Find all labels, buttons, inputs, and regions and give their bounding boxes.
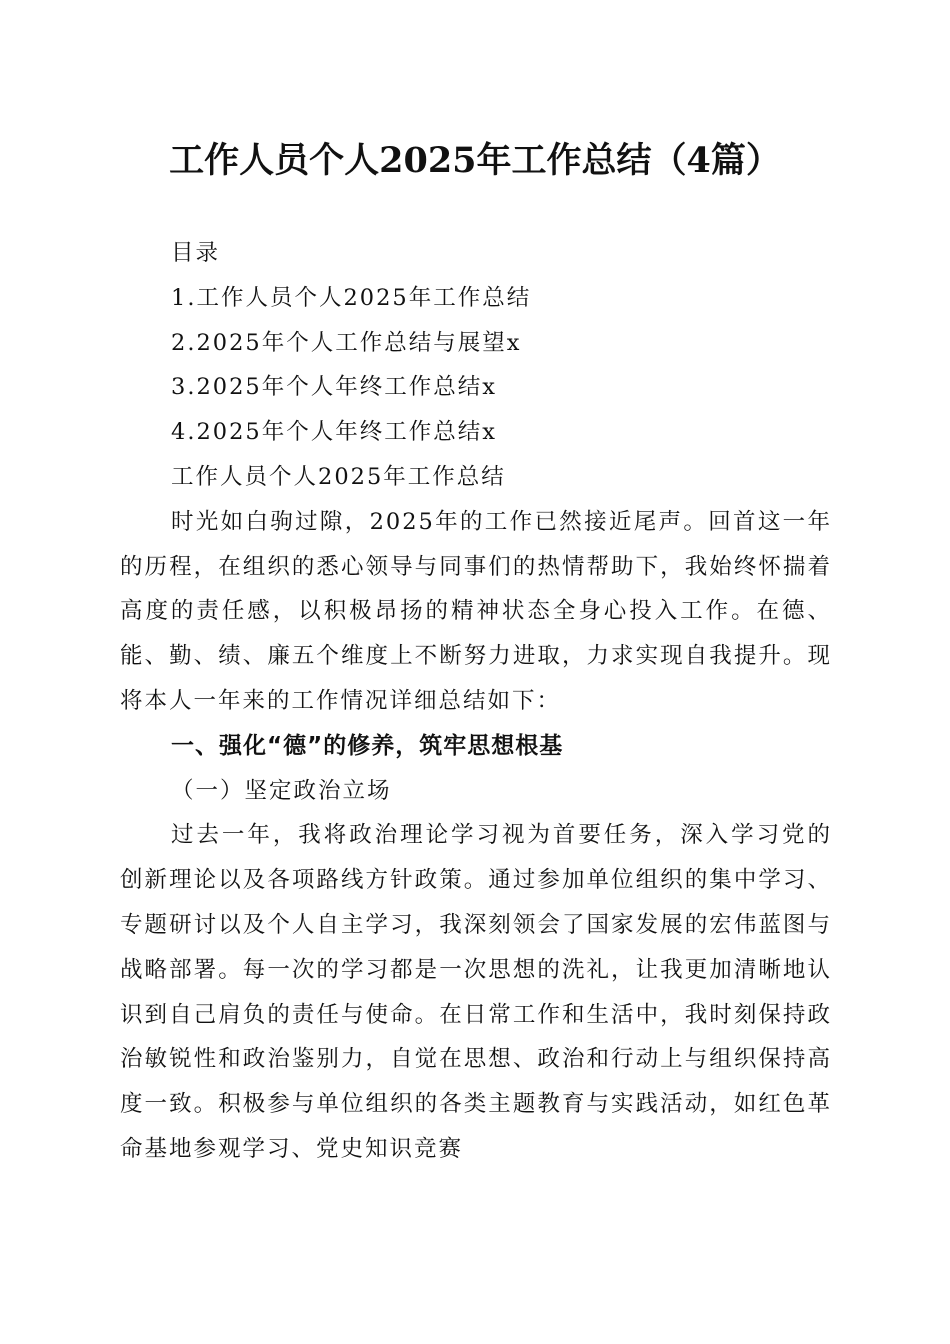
toc-label: 目录: [171, 240, 221, 266]
section-heading-1: 一、强化“德”的修养，筑牢思想根基: [171, 732, 564, 759]
toc-item-3: 3.2025年个人年终工作总结x: [171, 374, 497, 401]
intro-paragraph: 时光如白驹过隙，2025年的工作已然接近尾声。回首这一年的历程，在组织的悉心领导与同事们的热情帮助下，我始终怀揣着高度的责任感，以积极昂扬的精神状态全身心投入工作。在德、能、勤、绩、廉五个维度上不断努力进取，力求实现自我提升。现将本人一年来的工作情况详细总结如下：: [120, 508, 832, 714]
document-title: 工作人员个人2025年工作总结（4篇）: [169, 140, 781, 181]
toc-item-1: 1.工作人员个人2025年工作总结: [171, 284, 532, 311]
toc-item-2: 2.2025年个人工作总结与展望x: [171, 329, 522, 356]
document-body: [120, 231, 832, 1172]
toc-item-4: 4.2025年个人年终工作总结x: [171, 419, 497, 446]
article-title: 工作人员个人2025年工作总结: [171, 463, 506, 490]
subsection-heading-1: （一）坚定政治立场: [171, 777, 392, 804]
body-paragraph: 过去一年，我将政治理论学习视为首要任务，深入学习党的创新理论以及各项路线方针政策。通过参加单位组织的集中学习、专题研讨以及个人自主学习，我深刻领会了国家发展的宏伟蓝图与战略部署。每一次的学习都是一次思想的洗礼，让我更加清晰地认识到自己肩负的责任与使命。在日常工作和生活中，我时刻保持政治敏锐性和政治鉴别力，自觉在思想、政治和行动上与组织保持高度一致。积极参与单位组织的各类主题教育与实践活动，如红色革命基地参观学习、党史知识竞赛: [120, 822, 832, 1162]
